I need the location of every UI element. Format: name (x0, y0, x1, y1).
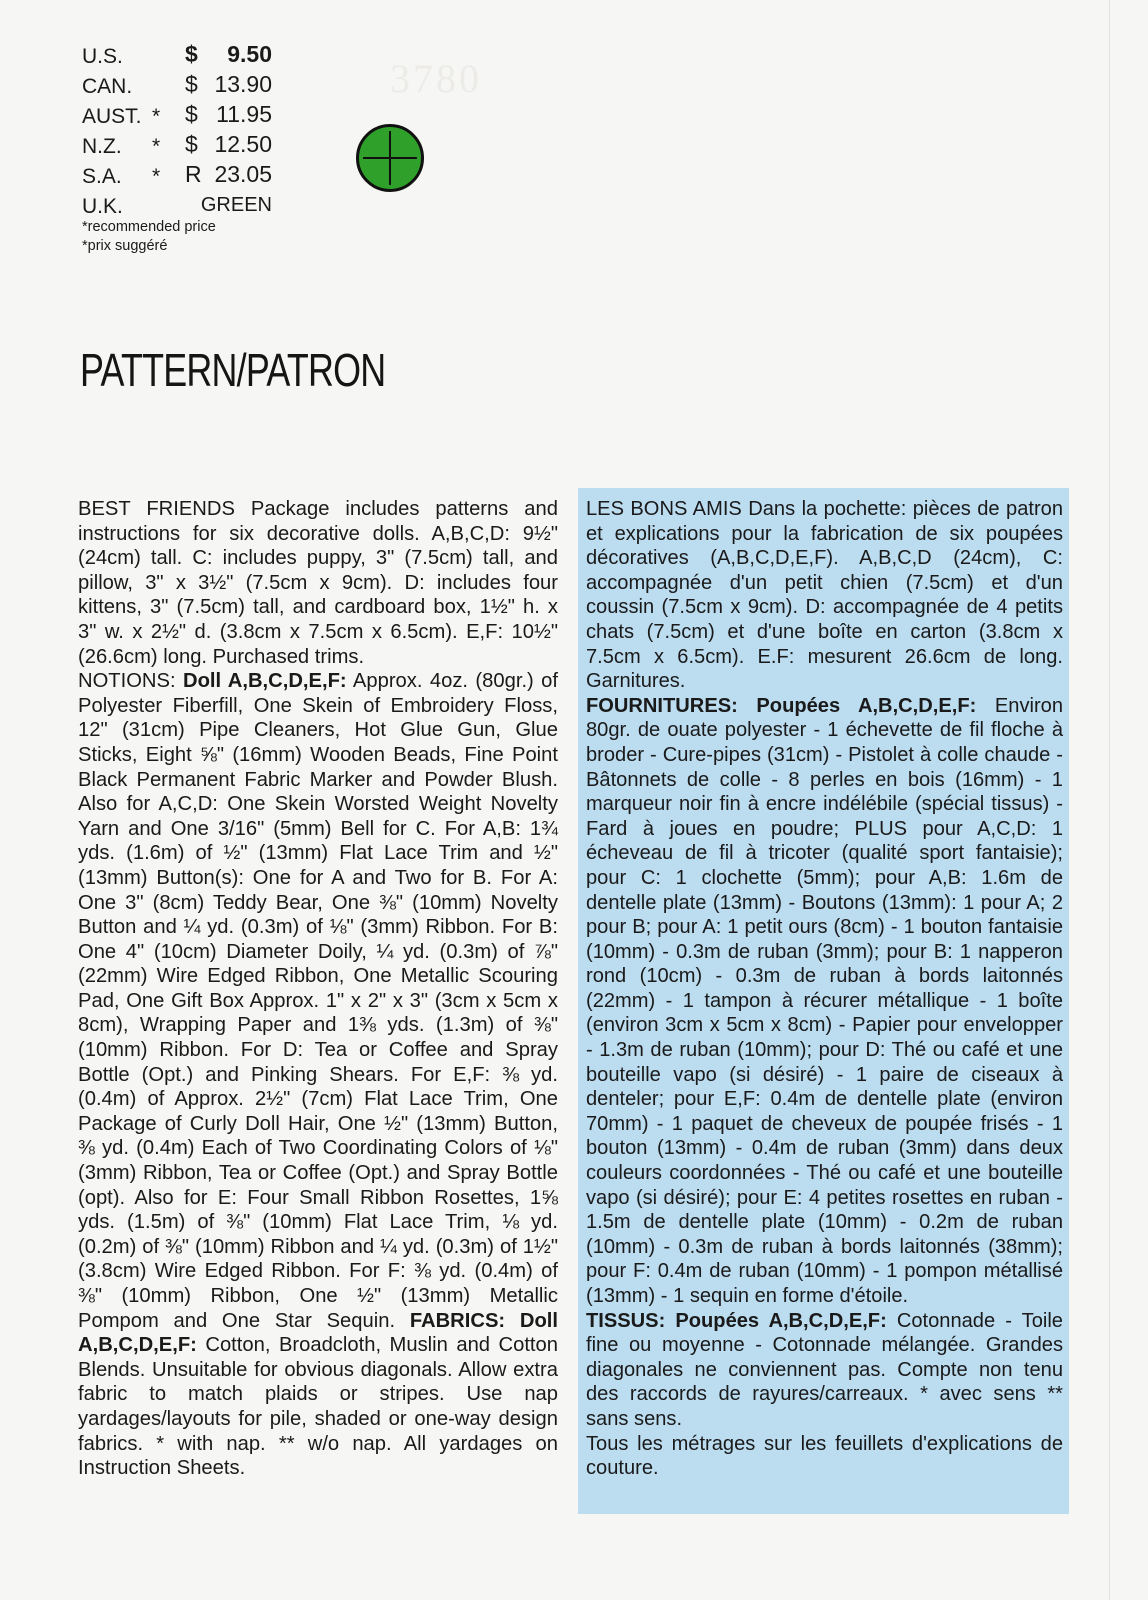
fournitures-label: FOURNITURES: (586, 694, 738, 717)
price-amount: GREEN (200, 194, 272, 216)
price-note-star: * (152, 135, 161, 158)
price-amount: 9.50 (227, 41, 272, 67)
french-paragraph (586, 497, 1063, 1481)
suggested-price-note: *prix suggéré (82, 238, 168, 254)
fabrics-dolls: Doll A,B,C,D,E,F: (78, 1309, 559, 1357)
intro-text: Package includes patterns and instructions for six decorative dolls. A,B,C,D: 9½" (24cm) tall. C: includes puppy, 3" (7.5cm) tall, and pillow, 3" x 3½" (7.5cm x 9cm). D: includes four kittens, 3" (7.5cm) tall, and cardboard box, 1½" h. x 3" w. x 2½" d. (3.8cm x 7.5cm x 6.5cm). E,F: 10½" (26.6cm) long. Purchased trims. (78, 498, 558, 668)
fabrics-label: FABRICS: (409, 1309, 506, 1332)
fournitures-dolls: Poupées A,B,C,D,E,F: (756, 694, 977, 717)
intro-text: Dans la pochette: pièces de patron et explications pour la fabrication de six poupées décoratives (A,B,C,D,E,F). A,B,C,D (24cm), C: accompagnée d'un petit chien (7.5cm) et d'un coussin (7.5cm x 9cm). D: accompagnée de 4 petits chats (7.5cm) et d'une boîte en carton (3.8cm x 7.5cm x 6.5cm). E.F: mesurent 26.6cm de long. Garnitures. (586, 498, 1064, 693)
price-row-sa (82, 158, 292, 188)
country-code: S.A. (82, 165, 122, 188)
tissus-dolls: Poupées A,B,C,D,E,F: (675, 1309, 887, 1332)
price-list (82, 38, 292, 256)
notions-dolls: Doll A,B,C,D,E,F: (182, 670, 347, 693)
price-note-star: * (152, 105, 161, 128)
currency-symbol: R (185, 161, 202, 187)
price-row-nz (82, 128, 292, 158)
country-code: N.Z. (82, 135, 122, 158)
price-amount: 23.05 (214, 161, 272, 187)
country-code: CAN. (82, 75, 133, 98)
price-amount: 12.50 (214, 131, 272, 157)
price-amount: 13.90 (214, 71, 272, 97)
fabrics-text: Cotton, Broadcloth, Muslin and Cotton Blends. Unsuitable for obvious diagonals. Allow extra fabric to match plaids or stripes. Use nap yardages/layouts for pile, shaded or one-way design fabrics. * with nap. ** w/o nap. (78, 1334, 558, 1455)
show-through-number: 3780 (390, 56, 482, 101)
notions-label: NOTIONS: (78, 670, 176, 693)
french-description (578, 488, 1069, 1514)
price-row-uk (82, 188, 292, 218)
tissus-text: Cotonnade - Toile fine ou moyenne - Cotonnade mélangée. Grandes diagonales ne conviennent pas. Compte non tenu des raccords de rayures/carreaux. * avec sens ** sans sens. (586, 1309, 1063, 1430)
price-note-star: * (152, 165, 161, 188)
yardages-text: All yardages on Instruction Sheets. (78, 1432, 559, 1480)
fournitures-text: Environ 80gr. de ouate polyester - 1 échevette de fil floche à broder - Cure-pipes (31cm) - Pistolet à colle chaude - Bâtonnets de colle - 8 perles en bois (16mm) - 1 marqueur noir fin à encre indélébile (spécial tissus) - Fard à joues en poudre; PLUS pour A,C,D: 1 écheveau de fil à tricoter (qualité sport fantaisie); pour C: 1 clochette (5mm); pour A,B: 1.6m de dentelle plate (13mm) - Boutons (13mm): 1 pour A; 2 pour B; pour A: 1 petit ours (8cm) - 1 bouton fantaisie (10mm) - 0.3m de ruban (3mm); pour B: 1 napperon rond (10cm) - 0.3m de ruban à bords laitonnés (22mm) - 1 tampon à récurer métallique - 1 boîte (environ 3cm x 5cm x 8cm) - Papier pour envelopper - 1.3m de ruban (10mm); pour D: Thé ou café et une bouteille vapo (si désiré) - 1 paire de ciseaux à denteler; pour E,F: 0.4m de dentelle plate (environ 70mm) - 1 paquet de cheveux de poupée frisés - 1 bouton (13mm) - 0.4m de ruban (3mm) dans deux couleurs coordonnées - Thé ou café et une bouteille vapo (si désiré); pour E: 4 petites rosettes en ruban - 1.5m de dentelle plate (10mm) - 0.2m de ruban (10mm) - 0.3m de ruban à bords laitonnés (38mm); pour F: 0.4m de ruban (10mm) - 1 pompon métallisé (13mm) - 1 sequin en forme d'étoile. (586, 694, 1063, 1307)
english-description (78, 497, 558, 1481)
notions-text: Approx. 4oz. (80gr.) of Polyester Fiberfill, One Skein of Embroidery Floss, 12" (31cm) Pipe Cleaners, Hot Glue Gun, Glue Sticks, Eight ⅝" (16mm) Wooden Beads, Fine Point Black Permanent Fabric Marker and Powder Blush. Also for A,C,D: One Skein Worsted Weight Novelty Yarn and One 3/16" (5mm) Bell for C. For A,B: 1¾ yds. (1.6m) of ½" (13mm) Flat Lace Trim and ½" (13mm) Button(s): One for A and Two for B. For A: One 3" (8cm) Teddy Bear, One ⅜" (10mm) Novelty Button and ¼ yd. (0.3m) of ⅛" (3mm) Ribbon. For B: One 4" (10cm) Diameter Doily, ¼ yd. (0.3m) of ⅞" (22mm) Wire Edged Ribbon, One Metallic Scouring Pad, One Gift Box Approx. 1" x 2" x 3" (3cm x 5cm x 8cm), Wrapping Paper and 1⅜ yds. (1.3m) of ⅜" (10mm) Ribbon. For D: Tea or Coffee and Spray Bottle (Opt.) and Pinking Shears. For E,F: ⅜ yd. (0.4m) of Approx. 2½" (7cm) Flat Lace Trim, One Package of Curly Doll Hair, One ½" (13mm) Button, ⅜ yd. (0.4m) Each of Two Coordinating Colors of ⅛" (3mm) Ribbon, Tea or Coffee (Opt.) and Spray Bottle (opt). Also for E: Four Small Ribbon Rosettes, 1⅝ yds. (1.5m) of ⅜" (10mm) Flat Lace Trim, ⅛ yd. (0.2m) of ⅜" (10mm) Ribbon and ¼ yd. (0.3m) of 1½" (3.8cm) Wire Edged Ribbon. For F: ⅜ yd. (0.4m) of ⅜" (10mm) Ribbon, One ½" (13mm) Metallic Pompom and One Star Sequin. (78, 670, 559, 1332)
price-row-us (82, 38, 292, 68)
intro-label: LES BONS AMIS (586, 498, 742, 520)
price-row-can (82, 68, 292, 98)
page-title: PATTERN/PATRON (80, 344, 386, 396)
english-paragraph (78, 497, 558, 1481)
recommended-price-note: *recommended price (82, 219, 216, 235)
metrages-text: Tous les métrages sur les feuillets d'explications de couture. (586, 1432, 1063, 1480)
page-fold-line (1109, 0, 1110, 1600)
country-code: U.K. (82, 195, 123, 218)
price-row-aust (82, 98, 292, 128)
currency-symbol: $ (185, 131, 198, 157)
green-target-icon (356, 124, 424, 192)
currency-symbol: $ (185, 41, 198, 67)
country-code: AUST. (82, 105, 142, 128)
currency-symbol: $ (185, 101, 198, 127)
country-code: U.S. (82, 45, 123, 68)
price-amount: 11.95 (216, 101, 272, 127)
tissus-label: TISSUS: (586, 1309, 666, 1332)
currency-symbol: $ (185, 71, 198, 97)
intro-label: BEST FRIENDS (78, 498, 235, 520)
